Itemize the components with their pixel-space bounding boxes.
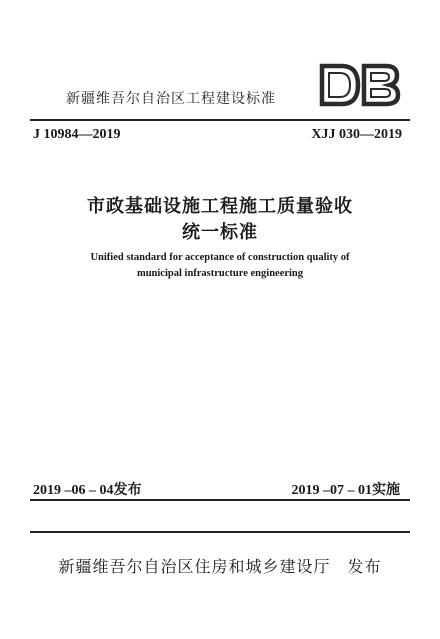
issue-date: 2019 –06 – 04发布 bbox=[33, 483, 142, 498]
implementation-date: 2019 –07 – 01实施 bbox=[291, 483, 400, 498]
divider-top bbox=[30, 119, 410, 121]
publisher: 新疆维吾尔自治区住房和城乡建设厅 发布 bbox=[58, 557, 382, 576]
title-chinese-line1: 市政基础设施工程施工质量验收 bbox=[87, 196, 353, 217]
standard-number: XJJ 030—2019 bbox=[311, 127, 402, 142]
title-english-line2: municipal infrastructure engineering bbox=[136, 268, 304, 279]
db-logo-text: DB bbox=[318, 62, 320, 63]
record-number: J 10984—2019 bbox=[33, 127, 121, 142]
divider-bottom bbox=[30, 531, 410, 533]
divider-dates bbox=[30, 499, 410, 501]
db-logo bbox=[318, 62, 402, 108]
title-english-line1: Unified standard for acceptance of construction quality of bbox=[90, 252, 350, 263]
title-chinese-line2: 统一标准 bbox=[182, 222, 258, 243]
standard-type-header: 新疆维吾尔自治区工程建设标准 bbox=[66, 91, 276, 107]
